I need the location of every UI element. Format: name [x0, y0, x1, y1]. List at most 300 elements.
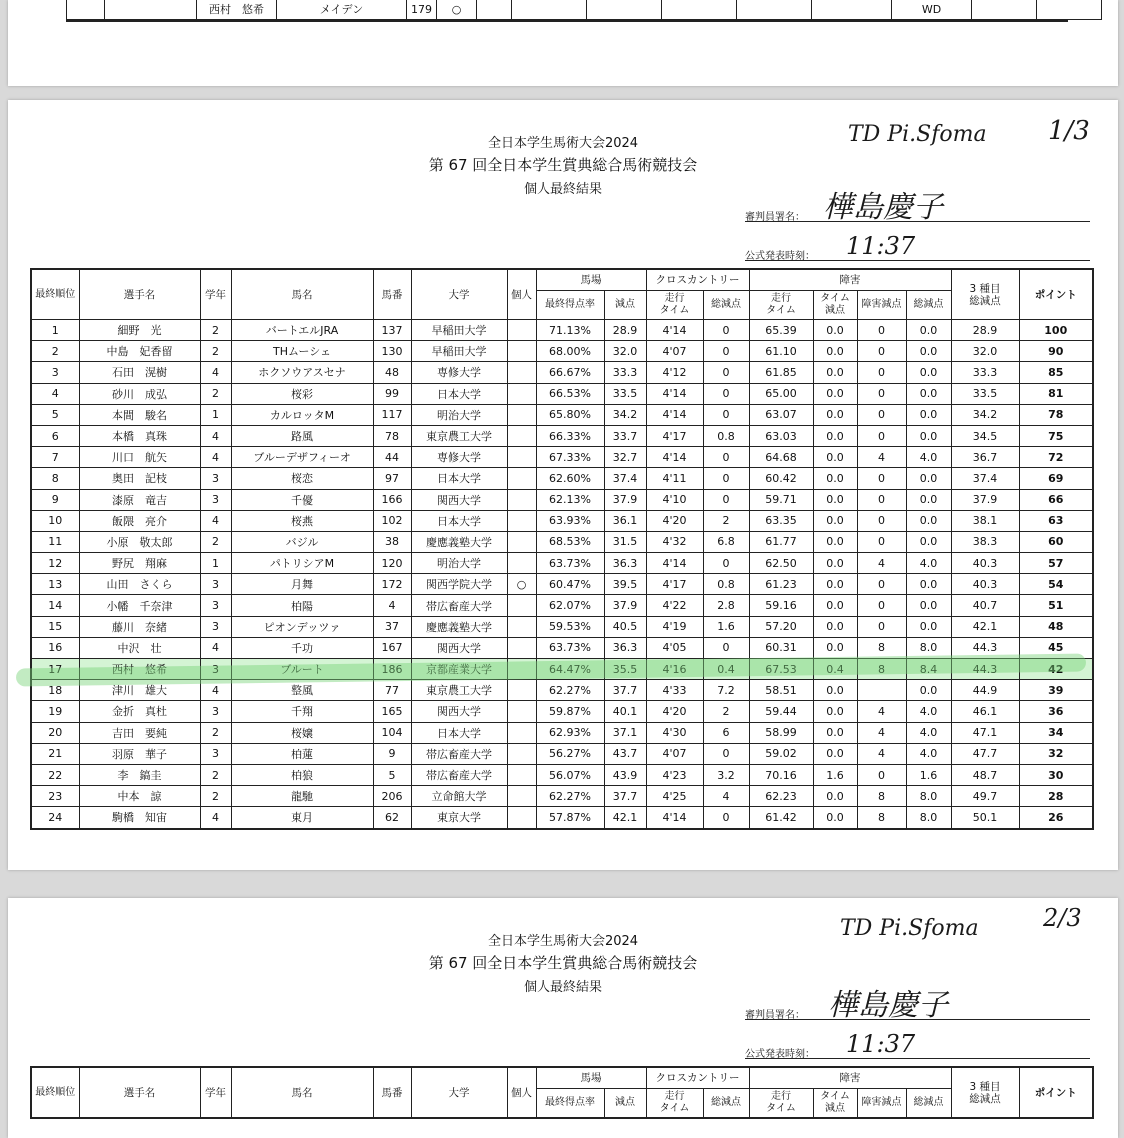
cell-number: 99: [373, 383, 411, 404]
cell-points: 39: [1019, 680, 1093, 701]
cell-rider: 砂川 成弘: [79, 383, 200, 404]
cell-university: 帯広畜産大学: [411, 764, 507, 785]
cell-individual: [507, 447, 536, 468]
cell-dressage-penalty: 33.7: [604, 425, 646, 446]
cell-three-total: 34.2: [951, 404, 1019, 425]
cell-number: 44: [373, 447, 411, 468]
official-time-label: 公式発表時刻：: [745, 251, 815, 262]
cell-dressage-score: 66.33%: [536, 425, 604, 446]
cell-xc-penalty: 0.8: [703, 574, 749, 595]
cell-year: 3: [200, 595, 231, 616]
cell-university: 慶應義塾大学: [411, 616, 507, 637]
col-points: ポイント: [1019, 269, 1093, 320]
cell-rank: 14: [31, 595, 79, 616]
cell-sj-time-penalty: 0.0: [813, 341, 857, 362]
cell-horse: 柏狼: [231, 764, 373, 785]
cell-xc-time: 4'14: [646, 553, 703, 574]
judge-signature: 樺島慶子: [823, 190, 943, 225]
cell-xc-time: 4'14: [646, 447, 703, 468]
cell-xc-penalty: 6: [703, 722, 749, 743]
col-group-jumping: 障害: [749, 269, 951, 291]
col-horse: 馬名: [231, 1067, 373, 1118]
official-time-2: 11:37: [846, 1030, 916, 1058]
cell-three-total: 36.7: [951, 447, 1019, 468]
cell-rider: 津川 雄大: [79, 680, 200, 701]
table-row: [31, 722, 1093, 743]
cell-number: 120: [373, 553, 411, 574]
cell-xc-penalty: 0: [703, 468, 749, 489]
cell-sj-time-penalty: 0.0: [813, 404, 857, 425]
cell-rank: 18: [31, 680, 79, 701]
cell-sj-total-penalty: 0.0: [906, 616, 951, 637]
table-row: [31, 553, 1093, 574]
cell-university: 関西大学: [411, 701, 507, 722]
cell-rank: 23: [31, 786, 79, 807]
cell-xc-penalty: 1.6: [703, 616, 749, 637]
cell-three-total: 50.1: [951, 807, 1019, 829]
cell-horse: バジル: [231, 531, 373, 552]
cell-dressage-penalty: 32.7: [604, 447, 646, 468]
cell-points: 28: [1019, 786, 1093, 807]
event-title: 全日本学生馬術大会2024: [487, 136, 639, 151]
col-sj-time-penalty: タイム 減点: [813, 291, 857, 320]
cell-sj-obstacle-penalty: 0: [857, 616, 906, 637]
cell-sj-time-penalty: 0.0: [813, 510, 857, 531]
cell-points: 36: [1019, 701, 1093, 722]
cell-sj-obstacle-penalty: 0: [857, 489, 906, 510]
cell-year: 3: [200, 659, 231, 680]
page-number-2: 2/3: [1043, 904, 1082, 932]
cell-dressage-score: 59.53%: [536, 616, 604, 637]
table-row: [31, 320, 1093, 341]
cell-sj-total-penalty: 4.0: [906, 701, 951, 722]
cell-number: 9: [373, 743, 411, 764]
col-sj-time: 走行 タイム: [749, 291, 813, 320]
cell-rider: 細野 光: [79, 320, 200, 341]
cell-number: 62: [373, 807, 411, 829]
cell-dressage-score: 59.87%: [536, 701, 604, 722]
table-row: [31, 510, 1093, 531]
cell-xc-time: 4'19: [646, 616, 703, 637]
cell-points: 81: [1019, 383, 1093, 404]
table-row: [31, 786, 1093, 807]
cell-horse: ホクソウアスセナ: [231, 362, 373, 383]
cell-sj-time: 60.42: [749, 468, 813, 489]
cell-xc-time: 4'05: [646, 637, 703, 658]
col-xc-time: 走行 タイム: [646, 1089, 703, 1119]
cell-xc-time: 4'12: [646, 362, 703, 383]
cell-rider: 小原 敬太郎: [79, 531, 200, 552]
cell-horse: ブルート: [231, 659, 373, 680]
cell-sj-time-penalty: 0.0: [813, 786, 857, 807]
cell-sj-time: 64.68: [749, 447, 813, 468]
frag-mark: ○: [437, 0, 477, 20]
cell-xc-time: 4'20: [646, 701, 703, 722]
table-row: [31, 341, 1093, 362]
cell-sj-obstacle-penalty: 0: [857, 764, 906, 785]
cell-three-total: 44.9: [951, 680, 1019, 701]
cell-university: 専修大学: [411, 362, 507, 383]
cell-sj-time-penalty: 0.0: [813, 383, 857, 404]
cell-points: 78: [1019, 404, 1093, 425]
col-dressage-score: 最終得点率: [536, 291, 604, 320]
cell-sj-obstacle-penalty: 4: [857, 447, 906, 468]
table-row: [31, 489, 1093, 510]
frag-rider: 西村 悠希: [197, 0, 277, 20]
cell-university: 専修大学: [411, 447, 507, 468]
col-sj-obstacle-penalty: 障害減点: [857, 1089, 906, 1119]
cell-three-total: 37.9: [951, 489, 1019, 510]
cell-dressage-score: 62.07%: [536, 595, 604, 616]
cell-xc-penalty: 0: [703, 807, 749, 829]
table-row: [31, 531, 1093, 552]
cell-individual: [507, 320, 536, 341]
cell-sj-time-penalty: 0.0: [813, 680, 857, 701]
judge-signature-label: 審判員署名：: [745, 212, 805, 223]
cell-dressage-score: 62.27%: [536, 680, 604, 701]
cell-xc-time: 4'07: [646, 743, 703, 764]
cell-rank: 16: [31, 637, 79, 658]
cell-rider: 李 鎬圭: [79, 764, 200, 785]
cell-number: 167: [373, 637, 411, 658]
cell-xc-time: 4'11: [646, 468, 703, 489]
top-fragment-table: [66, 0, 1102, 20]
cell-rank: 5: [31, 404, 79, 425]
cell-dressage-penalty: 37.1: [604, 722, 646, 743]
cell-university: 京都産業大学: [411, 659, 507, 680]
cell-number: 77: [373, 680, 411, 701]
cell-individual: [507, 764, 536, 785]
cell-sj-obstacle-penalty: 0: [857, 531, 906, 552]
cell-dressage-penalty: 43.9: [604, 764, 646, 785]
table-row: [31, 807, 1093, 829]
cell-xc-time: 4'14: [646, 383, 703, 404]
cell-xc-time: 4'07: [646, 341, 703, 362]
table-row: [31, 447, 1093, 468]
cell-dressage-score: 67.33%: [536, 447, 604, 468]
cell-three-total: 49.7: [951, 786, 1019, 807]
event-title-2: 全日本学生馬術大会2024: [487, 934, 639, 949]
cell-sj-time-penalty: 0.0: [813, 553, 857, 574]
col-year: 学年: [200, 269, 231, 320]
cell-sj-total-penalty: 0.0: [906, 531, 951, 552]
cell-number: 166: [373, 489, 411, 510]
cell-three-total: 40.7: [951, 595, 1019, 616]
cell-number: 186: [373, 659, 411, 680]
cell-sj-time-penalty: 0.0: [813, 637, 857, 658]
results-title: 個人最終結果: [523, 182, 602, 197]
col-group-cross-country: クロスカントリー: [646, 1067, 749, 1089]
frag-status: WD: [892, 0, 972, 20]
cell-rank: 17: [31, 659, 79, 680]
cell-rider: 西村 悠希: [79, 659, 200, 680]
cell-three-total: 32.0: [951, 341, 1019, 362]
cell-horse: 桜嬢: [231, 722, 373, 743]
cell-sj-time-penalty: 0.0: [813, 722, 857, 743]
cell-university: 早稲田大学: [411, 320, 507, 341]
cell-xc-penalty: 0: [703, 362, 749, 383]
col-year: 学年: [200, 1067, 231, 1118]
cell-university: 明治大学: [411, 404, 507, 425]
cell-horse: パトリシアM: [231, 553, 373, 574]
cell-xc-penalty: 2: [703, 701, 749, 722]
cell-sj-time: 61.42: [749, 807, 813, 829]
table-row: [31, 574, 1093, 595]
cell-individual: [507, 722, 536, 743]
cell-sj-time: 61.85: [749, 362, 813, 383]
col-xc-penalty: 総減点: [703, 291, 749, 320]
cell-sj-time: 60.31: [749, 637, 813, 658]
cell-dressage-penalty: 40.5: [604, 616, 646, 637]
cell-sj-obstacle-penalty: 4: [857, 553, 906, 574]
cell-sj-time-penalty: 0.4: [813, 659, 857, 680]
cell-horse: 桜燕: [231, 510, 373, 531]
cell-individual: [507, 553, 536, 574]
cell-university: 関西大学: [411, 637, 507, 658]
col-points: ポイント: [1019, 1067, 1093, 1118]
cell-rank: 4: [31, 383, 79, 404]
cell-rank: 22: [31, 764, 79, 785]
cell-sj-total-penalty: 8.0: [906, 807, 951, 829]
cell-sj-time: 59.44: [749, 701, 813, 722]
cell-xc-time: 4'20: [646, 510, 703, 531]
cell-dressage-score: 63.73%: [536, 637, 604, 658]
col-sj-time: 走行 タイム: [749, 1089, 813, 1119]
cell-dressage-score: 63.73%: [536, 553, 604, 574]
col-horse: 馬名: [231, 269, 373, 320]
table-row: [31, 425, 1093, 446]
table-row: [31, 362, 1093, 383]
cell-rank: 15: [31, 616, 79, 637]
col-three-total: 3 種目 総減点: [951, 269, 1019, 320]
cell-rank: 21: [31, 743, 79, 764]
cell-horse: 柏蓮: [231, 743, 373, 764]
cell-xc-penalty: 2: [703, 510, 749, 531]
cell-year: 3: [200, 468, 231, 489]
cell-rank: 24: [31, 807, 79, 829]
cell-individual: [507, 383, 536, 404]
cell-number: 117: [373, 404, 411, 425]
cell-year: 2: [200, 531, 231, 552]
cell-sj-total-penalty: 0.0: [906, 595, 951, 616]
cell-rank: 20: [31, 722, 79, 743]
cell-sj-time: 61.10: [749, 341, 813, 362]
cell-year: 4: [200, 807, 231, 829]
cell-rank: 7: [31, 447, 79, 468]
cell-individual: [507, 807, 536, 829]
cell-number: 206: [373, 786, 411, 807]
cell-points: 63: [1019, 510, 1093, 531]
cell-dressage-penalty: 37.7: [604, 680, 646, 701]
cell-rider: 山田 さくら: [79, 574, 200, 595]
cell-year: 2: [200, 341, 231, 362]
cell-sj-time: 59.02: [749, 743, 813, 764]
cell-three-total: 33.5: [951, 383, 1019, 404]
cell-sj-time-penalty: 0.0: [813, 574, 857, 595]
cell-sj-time-penalty: 0.0: [813, 743, 857, 764]
cell-dressage-score: 64.47%: [536, 659, 604, 680]
cell-sj-obstacle-penalty: 4: [857, 701, 906, 722]
result-sheet-page-2: [8, 898, 1118, 1138]
cell-dressage-score: 71.13%: [536, 320, 604, 341]
cell-university: 日本大学: [411, 468, 507, 489]
cell-year: 4: [200, 362, 231, 383]
cell-sj-obstacle-penalty: 8: [857, 659, 906, 680]
cell-number: 37: [373, 616, 411, 637]
cell-sj-time-penalty: 0.0: [813, 447, 857, 468]
cell-rank: 13: [31, 574, 79, 595]
cell-sj-obstacle-penalty: 0: [857, 468, 906, 489]
cell-dressage-penalty: 28.9: [604, 320, 646, 341]
cell-sj-obstacle-penalty: 4: [857, 722, 906, 743]
cell-university: 東京農工大学: [411, 680, 507, 701]
results-title-2: 個人最終結果: [523, 980, 602, 995]
cell-sj-total-penalty: 1.6: [906, 764, 951, 785]
cell-university: 関西学院大学: [411, 574, 507, 595]
competition-title: 第 67 回全日本学生賞典総合馬術競技会: [428, 156, 698, 174]
cell-sj-time-penalty: 0.0: [813, 531, 857, 552]
cell-xc-penalty: 0: [703, 383, 749, 404]
col-dressage-penalty: 減点: [604, 1089, 646, 1119]
cell-sj-time-penalty: 0.0: [813, 489, 857, 510]
cell-points: 66: [1019, 489, 1093, 510]
cell-sj-time-penalty: 0.0: [813, 425, 857, 446]
cell-sj-total-penalty: 0.0: [906, 320, 951, 341]
col-rider: 選手名: [79, 269, 200, 320]
cell-university: 帯広畜産大学: [411, 743, 507, 764]
cell-horse: 千功: [231, 637, 373, 658]
cell-university: 早稲田大学: [411, 341, 507, 362]
cell-individual: [507, 404, 536, 425]
cell-university: 関西大学: [411, 489, 507, 510]
cell-individual: [507, 595, 536, 616]
col-sj-obstacle-penalty: 障害減点: [857, 291, 906, 320]
col-individual: 個人: [507, 1067, 536, 1118]
cell-year: 4: [200, 447, 231, 468]
cell-sj-obstacle-penalty: 0: [857, 362, 906, 383]
cell-three-total: 47.1: [951, 722, 1019, 743]
cell-horse: 月舞: [231, 574, 373, 595]
cell-dressage-penalty: 36.3: [604, 553, 646, 574]
official-time: 11:37: [846, 232, 916, 260]
cell-sj-time: 62.23: [749, 786, 813, 807]
cell-year: 3: [200, 489, 231, 510]
col-university: 大学: [411, 1067, 507, 1118]
cell-sj-obstacle-penalty: [857, 680, 906, 701]
cell-horse: 桜彩: [231, 383, 373, 404]
cell-xc-penalty: 0: [703, 637, 749, 658]
cell-points: 75: [1019, 425, 1093, 446]
cell-number: 4: [373, 595, 411, 616]
judge-signature-2: 樺島慶子: [828, 988, 948, 1023]
cell-points: 54: [1019, 574, 1093, 595]
table-row: [31, 383, 1093, 404]
frag-number: 179: [407, 0, 437, 20]
cell-xc-time: 4'14: [646, 807, 703, 829]
cell-dressage-score: 56.07%: [536, 764, 604, 785]
cell-individual: [507, 616, 536, 637]
col-number: 馬番: [373, 269, 411, 320]
cell-sj-obstacle-penalty: 0: [857, 595, 906, 616]
cell-sj-time: 59.16: [749, 595, 813, 616]
cell-dressage-penalty: 40.1: [604, 701, 646, 722]
cell-points: 60: [1019, 531, 1093, 552]
cell-dressage-penalty: 32.0: [604, 341, 646, 362]
cell-horse: バートエルJRA: [231, 320, 373, 341]
cell-dressage-penalty: 37.4: [604, 468, 646, 489]
cell-dressage-score: 68.53%: [536, 531, 604, 552]
cell-sj-obstacle-penalty: 0: [857, 320, 906, 341]
cell-dressage-penalty: 37.7: [604, 786, 646, 807]
cell-rider: 奥田 記枝: [79, 468, 200, 489]
table-row: [31, 404, 1093, 425]
col-rank: 最終順位: [31, 1067, 79, 1118]
col-sj-time-penalty: タイム 減点: [813, 1089, 857, 1119]
cell-sj-time: 63.35: [749, 510, 813, 531]
cell-rider: 金折 真杜: [79, 701, 200, 722]
col-sj-total-penalty: 総減点: [906, 291, 951, 320]
cell-individual: [507, 468, 536, 489]
cell-sj-time: 63.07: [749, 404, 813, 425]
cell-rider: 飯隈 亮介: [79, 510, 200, 531]
cell-points: 72: [1019, 447, 1093, 468]
cell-rider: 石田 滉樹: [79, 362, 200, 383]
cell-individual: [507, 425, 536, 446]
cell-number: 172: [373, 574, 411, 595]
cell-three-total: 38.3: [951, 531, 1019, 552]
cell-xc-penalty: 0: [703, 341, 749, 362]
cell-points: 30: [1019, 764, 1093, 785]
cell-xc-time: 4'23: [646, 764, 703, 785]
official-time-line-2: [745, 1058, 1090, 1059]
cell-sj-time: 65.00: [749, 383, 813, 404]
cell-year: 1: [200, 404, 231, 425]
cell-sj-time-penalty: 0.0: [813, 701, 857, 722]
col-xc-time: 走行 タイム: [646, 291, 703, 320]
cell-sj-time-penalty: 0.0: [813, 616, 857, 637]
cell-year: 2: [200, 383, 231, 404]
cell-xc-penalty: 6.8: [703, 531, 749, 552]
cell-individual: [507, 680, 536, 701]
cell-sj-obstacle-penalty: 0: [857, 341, 906, 362]
cell-sj-time-penalty: 0.0: [813, 468, 857, 489]
cell-xc-penalty: 7.2: [703, 680, 749, 701]
cell-sj-total-penalty: 0.0: [906, 574, 951, 595]
cell-xc-time: 4'22: [646, 595, 703, 616]
cell-dressage-score: 62.13%: [536, 489, 604, 510]
cell-points: 69: [1019, 468, 1093, 489]
cell-year: 4: [200, 637, 231, 658]
cell-horse: 龍馳: [231, 786, 373, 807]
judge-signature-label-2: 審判員署名：: [745, 1010, 805, 1021]
cell-rider: 本橋 真珠: [79, 425, 200, 446]
cell-three-total: 37.4: [951, 468, 1019, 489]
cell-dressage-score: 68.00%: [536, 341, 604, 362]
cell-xc-time: 4'17: [646, 574, 703, 595]
cell-sj-obstacle-penalty: 0: [857, 404, 906, 425]
cell-three-total: 40.3: [951, 574, 1019, 595]
cell-three-total: 44.3: [951, 637, 1019, 658]
col-number: 馬番: [373, 1067, 411, 1118]
table-row: [31, 595, 1093, 616]
cell-dressage-score: 65.80%: [536, 404, 604, 425]
col-group-jumping: 障害: [749, 1067, 951, 1089]
cell-points: 45: [1019, 637, 1093, 658]
cell-xc-penalty: 0: [703, 404, 749, 425]
col-three-total: 3 種目 総減点: [951, 1067, 1019, 1118]
cell-dressage-score: 63.93%: [536, 510, 604, 531]
cell-rider: 藤川 奈緒: [79, 616, 200, 637]
